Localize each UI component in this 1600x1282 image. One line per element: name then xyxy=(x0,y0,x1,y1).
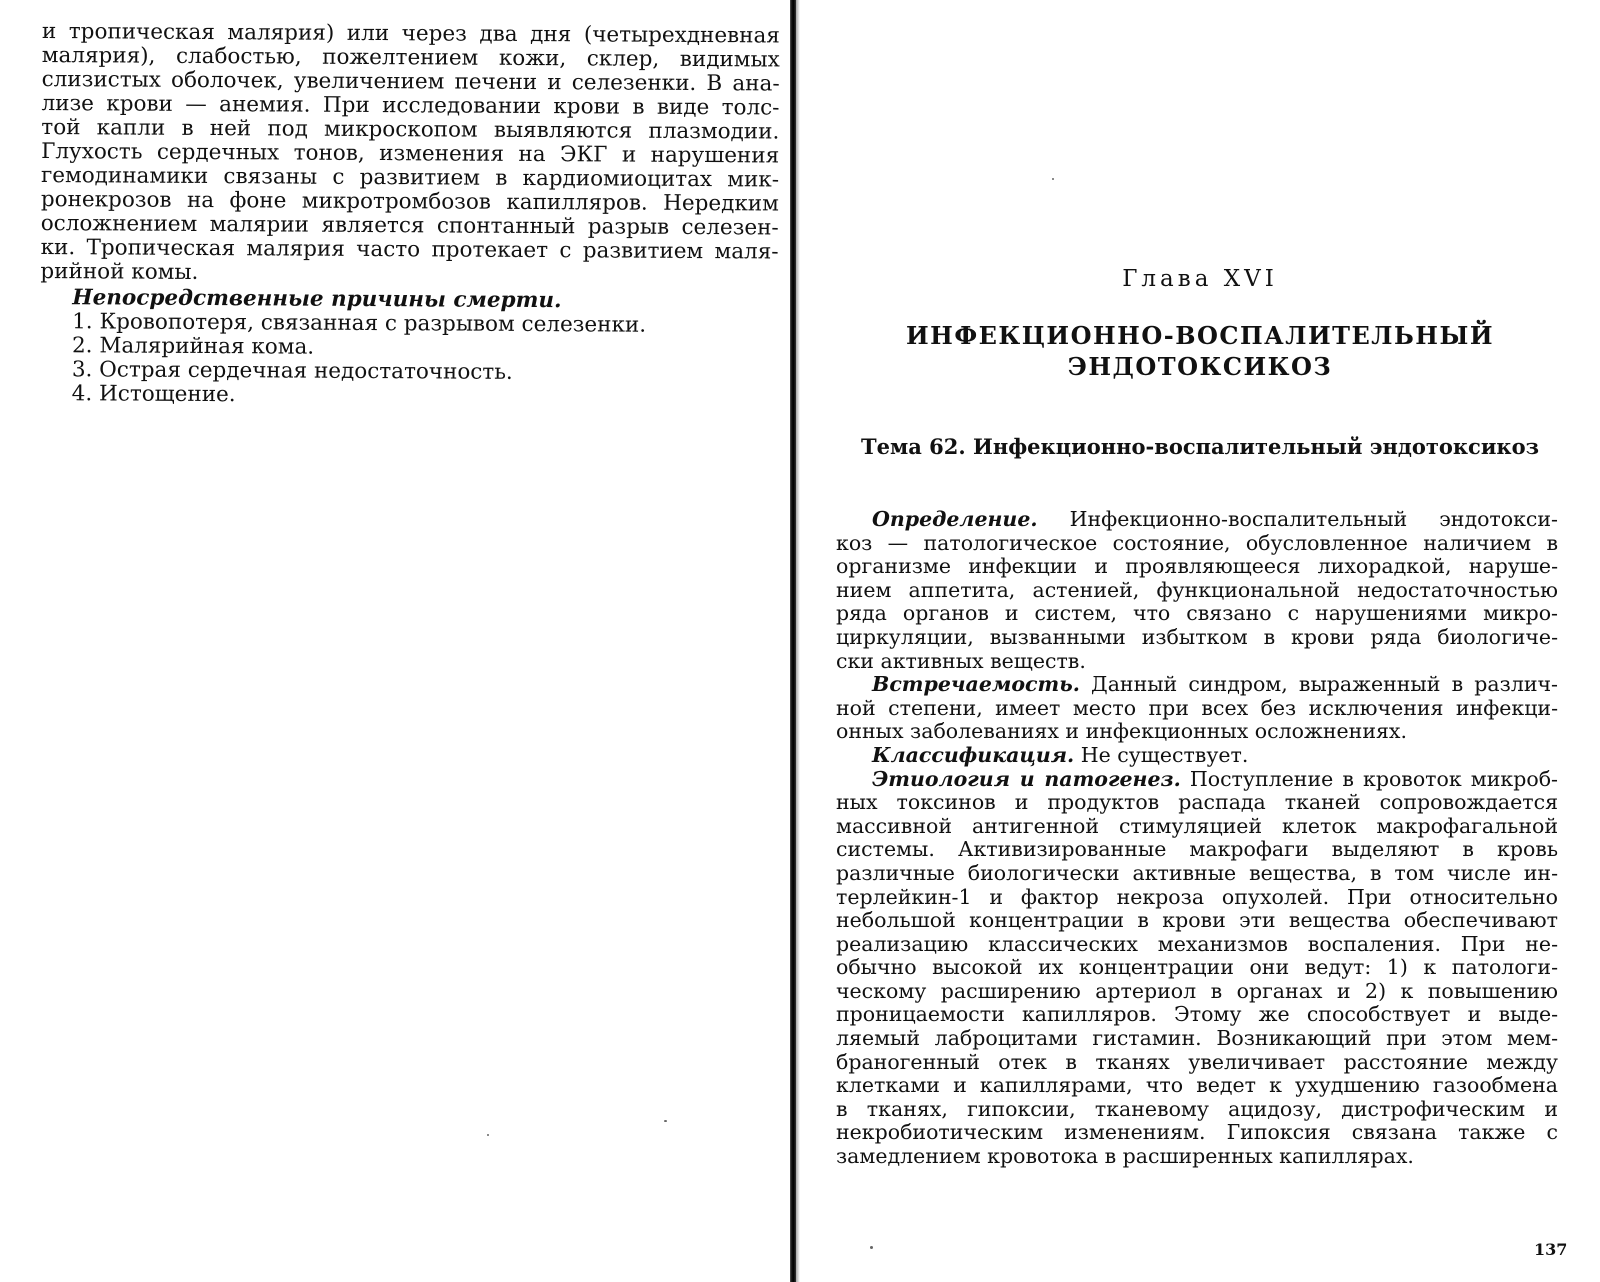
paragraph-line: ряда органов и систем, что связано с нарушениями микро- xyxy=(836,601,1558,626)
occurrence-term: Встречаемость. xyxy=(872,672,1080,697)
paragraph-line: терлейкин-1 и фактор некроза опухолей. При относительно xyxy=(836,884,1558,909)
definition-first-line xyxy=(836,508,1558,532)
page-number: 137 xyxy=(1534,1240,1568,1259)
topic-title: Тема 62. Инфекционно-воспалительный эндотоксикоз xyxy=(861,434,1539,459)
chapter-title xyxy=(860,320,1540,382)
etiology-term: Этиология и патогенез. xyxy=(872,766,1181,791)
paragraph-line: коз — патологическое состояние, обусловленное наличием в xyxy=(836,530,1558,555)
paragraph-line: циркуляции, вызванными избытком в крови ряда биологиче- xyxy=(836,624,1558,649)
paragraph-line: слизистых оболочек, увеличением печени и селезенки. В ана- xyxy=(41,66,780,97)
paragraph-line: браногенный отек в тканях увеличивает расстояние между xyxy=(836,1049,1558,1074)
left-page xyxy=(0,0,790,1282)
paragraph-line: лизе крови — анемия. При исследовании крови в виде толс- xyxy=(41,90,780,121)
paragraph-line: системы. Активизированные макрофаги выделяют в кровь xyxy=(836,837,1558,862)
paragraph-line: ронекрозов на фоне микротромбозов капилляров. Нередким xyxy=(40,186,779,217)
paragraph-line: малярия), слабостью, пожелтением кожи, склер, видимых xyxy=(41,42,780,73)
scan-speck xyxy=(870,1246,873,1249)
paragraph-line: реализацию классических механизмов воспаления. При не- xyxy=(836,931,1558,956)
list-item: 2. Малярийная кома. xyxy=(71,333,315,360)
definition-text: Инфекционно-воспалительный эндотокси- xyxy=(1069,507,1558,531)
etiology-text: Поступление в кровоток микроб- xyxy=(1189,766,1558,791)
scan-speck xyxy=(1052,178,1054,180)
paragraph-line: нием аппетита, астенией, функциональной недостаточностью xyxy=(836,577,1558,602)
occurrence-text: Данный синдром, выраженный в различ- xyxy=(1091,672,1558,697)
paragraph-line: некробиотическим изменениям. Гипоксия связана также с xyxy=(836,1120,1558,1145)
list-item: 1. Кровопотеря, связанная с разрывом селезенки. xyxy=(72,309,647,338)
paragraph-line: небольшой концентрации в крови эти вещества обеспечивают xyxy=(836,908,1558,933)
paragraph-line: гемодинамики связаны с развитием в кардиомиоцитах мик- xyxy=(40,162,780,193)
paragraph-line: обычно высокой их концентрации они ведут: 1) к патологи- xyxy=(836,955,1558,980)
paragraph-line: рийной комы. xyxy=(40,258,199,285)
paragraph-line: проницаемости капилляров. Этому же способствует и выде- xyxy=(836,1002,1558,1027)
paragraph-line: ски активных веществ. xyxy=(836,648,1086,673)
paragraph-line: ческому расширению артериол в органах и 2) к повышению xyxy=(836,978,1558,1003)
chapter-label: Глава XVI xyxy=(1122,266,1278,292)
chapter-title-line: ИНФЕКЦИОННО-ВОСПАЛИТЕЛЬНЫЙ xyxy=(905,321,1494,350)
list-item: 3. Острая сердечная недостаточность. xyxy=(71,357,513,385)
occurrence-first-line xyxy=(836,673,1558,697)
paragraph-line: массивной антигенной стимуляцией клеток макрофагальной xyxy=(836,813,1558,838)
etiology-first-line xyxy=(836,768,1558,792)
paragraph-line: клетками и капиллярами, что ведет к ухудшению газообмена xyxy=(836,1073,1558,1098)
left-page-text xyxy=(40,20,780,411)
classification-text: Не существует. xyxy=(1080,742,1249,767)
chapter-title-line: ЭНДОТОКСИКОЗ xyxy=(1067,352,1333,381)
paragraph-line: осложнением малярии является спонтанный разрыв селезен- xyxy=(40,210,779,241)
paragraph-line: ки. Тропическая малярия часто протекает с развитием маля- xyxy=(40,234,779,265)
paragraph-line: онных заболеваниях и инфекционных осложнениях. xyxy=(836,719,1407,744)
scan-speck xyxy=(487,1134,489,1136)
scan-speck xyxy=(664,1120,667,1122)
definition-term: Определение. xyxy=(872,507,1038,531)
paragraph-line: различные биологически активные вещества, в том числе ин- xyxy=(836,860,1558,885)
right-page-text xyxy=(836,508,1558,1169)
paragraph-line: ных токсинов и продуктов распада тканей сопровождается xyxy=(836,790,1558,815)
classification-line xyxy=(836,744,1558,768)
paragraph-line: в тканях, гипоксии, тканевому ацидозу, дистрофическим и xyxy=(836,1096,1558,1121)
paragraph-line: замедлением кровотока в расширенных капиллярах. xyxy=(836,1144,1414,1169)
paragraph-line: ной степени, имеет место при всех без исключения инфекци- xyxy=(836,695,1558,720)
causes-of-death-subheading: Непосредственные причины смерти. xyxy=(72,285,562,314)
paragraph-line: ляемый лаброцитами гистамин. Возникающий при этом мем- xyxy=(836,1026,1558,1051)
paragraph-line: и тропическая малярия) или через два дня (четырехдневная xyxy=(41,19,780,49)
list-item: 4. Истощение. xyxy=(71,381,236,408)
classification-term: Классификация. xyxy=(872,742,1075,767)
paragraph-line: Глухость сердечных тонов, изменения на ЭКГ и нарушения xyxy=(41,138,780,169)
paragraph-line: той капли в ней под микроскопом выявляются плазмодии. xyxy=(41,114,780,145)
paragraph-line: организме инфекции и проявляющееся лихорадкой, наруше- xyxy=(836,554,1558,579)
